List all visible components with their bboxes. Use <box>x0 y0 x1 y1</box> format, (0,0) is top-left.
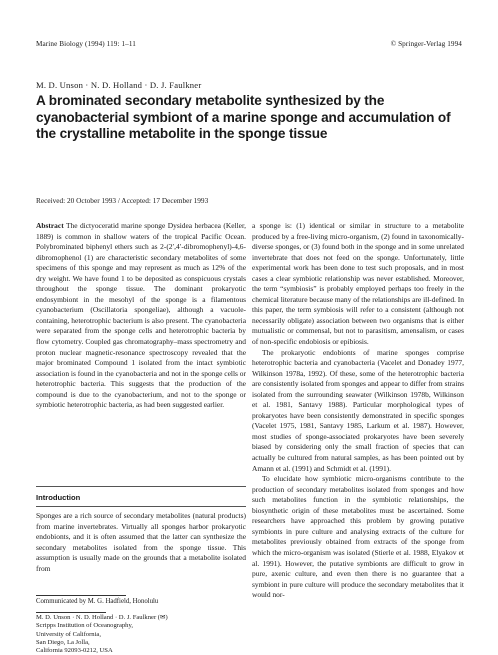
address-line: San Diego, La Jolla, <box>36 638 90 646</box>
body-paragraph: The prokaryotic endobionts of marine sponges comprise heterotrophic bacteria and cyanobacteria (Vacelet and Donadey 1977, Wilkinson 1978a, 1992). Of these, some of the heterotrophic bacteria are consistently isolated from sponges and appear to differ from strains isolated from the surrounding seawater (Wilkinson 1978b, Wilkinson et al. 1981, Santavy 1988). Particular morphological types of prokaryotes have been consistently demonstrated in specific sponges (Vacelet 1975, 1981, Santavy 1985, Larkum et al. 1987). However, most studies of sponge-associated prokaryotes have been severely biased by considering only the small fraction of species that can actually be cultured from natural samples, as has been pointed out by Amann et al. (1991) and Schmidt et al. (1991). <box>252 347 464 473</box>
body-paragraph: a sponge is: (1) identical or similar in structure to a metabolite produced by a free-living micro-organism, (2) found in taxonomically-diverse sponges, or (3) found both in the sponge and in some unrelated invertebrate that does not feed on the sponge. Unfortunately, little experimental work has been done to test such proposals, and in most cases a clear symbiotic relationship was never established. Moreover, the term “symbiosis” is probably employed perhaps too freely in the chemical literature because many of the relationships are ill-defined. In this paper, the term symbiosis will refer to a consistent (although not necessarily obligate) association between two organisms that is either mutualistic or commensal, but not to parasitism, amensalism, or cases of non-specific endobiosis or epibiosis. <box>252 221 464 347</box>
address-line: California 92093-0212, USA <box>36 647 113 655</box>
address-line: Scripps Institution of Oceanography, <box>36 622 133 630</box>
right-column <box>252 221 464 601</box>
abstract-paragraph <box>36 221 246 411</box>
abstract-text: The dictyoceratid marine sponge Dysidea herbacea (Keller, 1889) is common in shallow waters of the tropical Pacific Ocean. Polybrominated biphenyl ethers such as 2-(2′,4′-dibromophenyl)-4,6-dibromophenol (1) are characteristic secondary metabolites of some specimens of this sponge and may represent as much as 12% of the dry weight. We have found 1 to be deposited as conspicuous crystals throughout the sponge tissue. The dominant prokaryotic endosymbiont in the mesohyl of the sponge is a filamentous cyanobacterium (Oscillatoria spongeliae), although a vacuole-containing, heterotrophic bacterium is also present. The cyanobacteria were separated from the sponge cells and heterotrophic bacteria by flow cytometry. Coupled gas chromatography–mass spectrometry and proton nuclear magnetic-resonance spectroscopy revealed that the major brominated Compound 1 isolated from the intact symbiotic association is found in the cyanobacteria and not in the sponge cells or heterotrophic bacteria. This suggests that the production of the compound is due to the cyanobacterium, and not to the sponge or symbiotic heterotrophic bacteria, as had been suggested earlier. <box>36 221 246 410</box>
author-address <box>36 614 168 655</box>
address-line: M. D. Unson · N. D. Holland · D. J. Faulkner (✉) <box>36 614 168 621</box>
section-rule-top <box>36 486 246 487</box>
introduction-heading: Introduction <box>36 493 81 502</box>
received-accepted-dates: Received: 20 October 1993 / Accepted: 17 December 1993 <box>36 196 209 205</box>
body-paragraph: To elucidate how symbiotic micro-organisms contribute to the production of secondary metabolites isolated from sponges and how such metabolites function in the symbiotic relationships, the biosynthetic origin of these metabolites must be ascertained. Some researchers have approached this problem by growing putative symbionts in pure culture and analysing extracts of the culture for metabolites previously obtained from extracts of the sponge from which the micro-organism was isolated (Stierle et al. 1988, Elyakov et al. 1991). However, the putative symbionts are difficult to grow in pure, axenic culture, and even then there is no guarantee that a symbiont in pure culture will produce the secondary metabolites that it would nor- <box>252 474 464 600</box>
publisher-copyright: © Springer-Verlag 1994 <box>390 40 462 48</box>
footnote-rule <box>36 595 126 596</box>
article-title: A brominated secondary metabolite synthesized by the cyanobacterial symbiont of a marine sponge and accumulation of the crystalline metabolite in the sponge tissue <box>36 93 451 141</box>
abstract-block <box>36 221 246 411</box>
address-line: University of California, <box>36 630 102 638</box>
introduction-text: Sponges are a rich source of secondary metabolites (natural products) from marine invertebrates. Virtually all sponges harbor prokaryotic endobionts, and it is often assumed that the latter can synthesize the secondary metabolites isolated from the sponge tissue. This assumption is usually made on the grounds that a metabolite isolated from <box>36 511 246 573</box>
address-rule <box>36 612 106 613</box>
journal-citation: Marine Biology (1994) 119: 1–11 <box>36 40 136 48</box>
section-rule-bottom <box>36 506 246 507</box>
abstract-label: Abstract <box>36 221 64 230</box>
author-list: M. D. Unson · N. D. Holland · D. J. Faulkner <box>36 80 202 90</box>
communicated-by: Communicated by M. G. Hadfield, Honolulu <box>36 598 159 605</box>
